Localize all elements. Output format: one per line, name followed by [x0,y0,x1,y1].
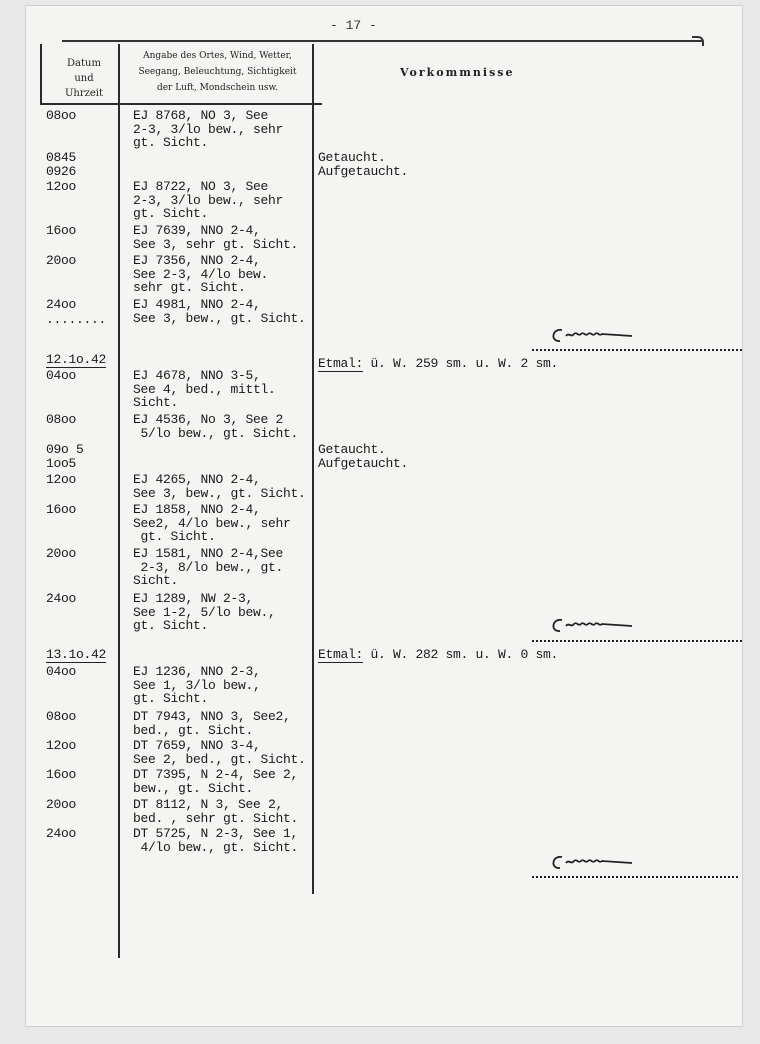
etmal-text: ü. W. 259 sm. u. W. 2 sm. [363,356,559,371]
time-cell: 16oo [46,767,77,782]
time-cell: 20oo [46,546,77,561]
signature-dotted-line [532,349,742,351]
time-cell: 08oo [46,108,77,123]
position-cell: EJ 4981, NNO 2-4, See 3, bew., gt. Sicht. [133,297,306,326]
time-cell: 0845 [46,150,77,165]
header-place-weather [125,48,310,96]
time-cell: 12oo [46,472,77,487]
etmal-text: ü. W. 282 sm. u. W. 0 sm. [363,647,559,662]
top-rule [62,40,702,42]
position-cell: DT 7659, NNO 3-4, See 2, bed., gt. Sicht. [133,738,306,767]
position-cell: DT 7395, N 2-4, See 2, bew., gt. Sicht. [133,767,299,796]
etmal-cell [318,357,558,371]
signature-dotted-line [532,876,738,878]
etmal-label: Etmal: [318,356,364,371]
header-date-line-1: Datum [67,58,101,69]
position-cell: EJ 1236, NNO 2-3, See 1, 3/lo bew., gt. Sicht. [133,664,261,706]
header-place-line-3: der Luft, Mondschein usw. [156,83,279,93]
header-events: Vorkommnisse [400,66,515,79]
position-cell: EJ 1581, NNO 2-4,See 2-3, 8/lo bew., gt. Sicht. [133,546,284,588]
position-cell: EJ 7356, NNO 2-4, See 2-3, 4/lo bew. sehr gt. Sicht. [133,253,269,295]
time-cell: 04oo [46,368,77,383]
time-cell: 20oo [46,797,77,812]
page-number: - 17 - [330,18,377,33]
time-cell: 12oo [46,179,77,194]
position-cell: EJ 8722, NO 3, See 2-3, 3/lo bew., sehr gt. Sicht. [133,179,284,221]
position-cell: EJ 4678, NNO 3-5, See 4, bed., mittl. Sicht. [133,368,276,410]
position-cell: EJ 8768, NO 3, See 2-3, 3/lo bew., sehr gt. Sicht. [133,108,284,150]
col-divider-1 [118,44,120,958]
position-cell: EJ 7639, NNO 2-4, See 3, sehr gt. Sicht. [133,223,299,252]
position-cell: DT 8112, N 3, See 2, bed. , sehr gt. Sicht. [133,797,299,826]
signature-initials [548,853,648,873]
event-cell: Aufgetaucht. [318,456,409,471]
header-place-line-2: Seegang, Beleuchtung, Sichtigkeit [138,67,297,77]
top-rule-hook [692,36,704,46]
time-cell: 20oo [46,253,77,268]
date-cell: 12.1o.42 [46,352,107,367]
signature-dotted-line [532,640,742,642]
position-cell: EJ 4536, No 3, See 2 5/lo bew., gt. Sicht. [133,412,299,441]
time-cell: 16oo [46,502,77,517]
header-date-time [62,56,106,101]
time-cell: 04oo [46,664,77,679]
event-cell: Getaucht. [318,442,386,457]
event-cell: Getaucht. [318,150,386,165]
time-cell: 0926 [46,164,77,179]
position-cell: EJ 1858, NNO 2-4, See2, 4/lo bew., sehr gt. Sicht. [133,502,291,544]
time-cell: 12oo [46,738,77,753]
position-cell: DT 5725, N 2-3, See 1, 4/lo bew., gt. Sicht. [133,826,299,855]
time-cell: 09o 5 [46,442,84,457]
header-rule [40,103,322,105]
time-cell: 24oo [46,826,77,841]
col-divider-left [40,44,42,104]
position-cell: EJ 1289, NW 2-3, See 1-2, 5/lo bew., gt. Sicht. [133,591,276,633]
position-cell: EJ 4265, NNO 2-4, See 3, bew., gt. Sicht. [133,472,306,501]
time-cell: 08oo [46,709,77,724]
time-cell: 24oo [46,297,77,312]
time-cell: 16oo [46,223,77,238]
etmal-label: Etmal: [318,647,364,662]
signature-initials [548,326,648,346]
event-cell: Aufgetaucht. [318,164,409,179]
time-cell: 1oo5 [46,456,77,471]
position-cell: DT 7943, NNO 3, See2, bed., gt. Sicht. [133,709,291,738]
dot-leader: ........ [46,312,107,327]
col-divider-2 [312,44,314,894]
time-cell: 24oo [46,591,77,606]
etmal-cell [318,648,558,662]
header-date-line-3: Uhrzeit [64,88,104,99]
time-cell: 08oo [46,412,77,427]
date-cell: 13.1o.42 [46,647,107,662]
signature-initials [548,616,648,636]
header-date-line-2: und [74,73,94,84]
header-place-line-1: Angabe des Ortes, Wind, Wetter, [143,51,292,61]
